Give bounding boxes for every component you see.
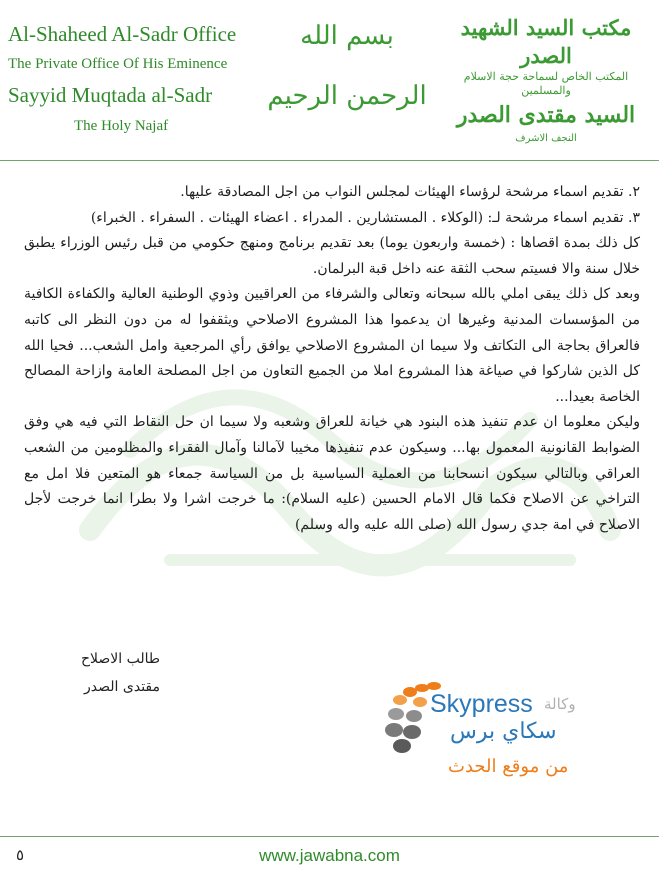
- header-english-block: [8, 22, 248, 135]
- brand-tagline: من موقع الحدث: [448, 756, 569, 777]
- letter-body: [24, 180, 640, 538]
- skypress-logo: [382, 680, 592, 790]
- footer-divider: [0, 836, 659, 837]
- item-3: ٣. تقديم اسماء مرشحة لـ: (الوكلاء . المستشارين . المدراء . اعضاء الهيئات . السفراء . الخبراء): [90, 209, 640, 226]
- header-arabic-block: [441, 14, 651, 146]
- page-number: ٥: [16, 846, 25, 864]
- hope-paragraph: وبعد كل ذلك يبقى املي بالله سبحانه وتعالى والشرفاء من العراقيين وذوي الوطنية العالية والكفاءة الكافية من المؤسسات المدنية وغيرها ان يدعموا هذا المشروع الاصلاحي ويثقفوا له من دون النظر الى كاتبه فالعراق بحاجة الى التكاتف ولا سيما ان المشروع الاصلاحي يوافق رأي المرجعية وامل الشعب... فحيا الله كل الذين شاركوا في صياغة هذا المشروع املا من الجميع التعاون من اجل المصلحة العامة وازاحة المصالح الخاصة بعيدا...: [24, 286, 640, 405]
- signature-title: طالب الاصلاح: [80, 651, 160, 667]
- person-name-en: Sayyid Muqtada al-Sadr: [8, 83, 213, 107]
- warning-paragraph: وليكن معلوما ان عدم تنفيذ هذه البنود هي خيانة للعراق وشعبه ولا سيما ان حل النقاط التي فيه هي وفق الضوابط القانونية المعمول بها... وسيكون عدم تنفيذها مخيبا لآمالنا وآمال الفقراء والمظلومين من الشعب العراقي وبالتالي سيكون انسحابنا من العملية السياسية بل من السياسة جمعاء هو المتعين فلا امل مع التراخي عن الاصلاح فكما قال الامام الحسين (عليه السلام): ما خرجت اشرا ولا بطرا انما خرجت لأجل الاصلاح في امة جدي رسول الله (صلى الله عليه واله وسلم): [24, 414, 640, 533]
- office-subtitle-en: The Private Office Of His Eminence: [8, 56, 228, 72]
- office-subtitle-ar: المكتب الخاص لسماحة حجة الاسلام والمسلمين: [463, 70, 629, 97]
- brand-name-en: Skypress: [430, 690, 533, 718]
- office-name-en: Al-Shaheed Al-Sadr Office: [8, 22, 237, 46]
- office-name-ar: مكتب السيد الشهيد الصدر: [460, 15, 632, 68]
- website-link[interactable]: www.jawabna.com: [259, 846, 400, 865]
- header-divider: [0, 160, 659, 161]
- brand-agency-ar: وكالة: [544, 695, 576, 713]
- signature-name: مقتدى الصدر: [84, 679, 160, 695]
- person-name-ar: السيد مقتدى الصدر: [456, 102, 636, 128]
- city-en: The Holy Najaf: [74, 118, 169, 134]
- item-2: ٢. تقديم اسماء مرشحة لرؤساء الهيئات لمجلس النواب من اجل المصادقة عليها.: [180, 184, 640, 200]
- deadline-paragraph: كل ذلك بمدة اقصاها : (خمسة واربعون يوما) بعد تقديم برنامج ومنهج حكومي من قبل رئيس الوزراء يطبق خلال سنة والا فسيتم سحب الثقة عنه داخل قبة البرلمان.: [24, 235, 640, 277]
- basmala-calligraphy: بسم الله الرحمن الرحيم: [267, 21, 427, 111]
- brand-name-ar: سكاي برس: [450, 719, 557, 744]
- city-ar: النجف الاشرف: [515, 133, 577, 144]
- signature-block: [60, 645, 160, 701]
